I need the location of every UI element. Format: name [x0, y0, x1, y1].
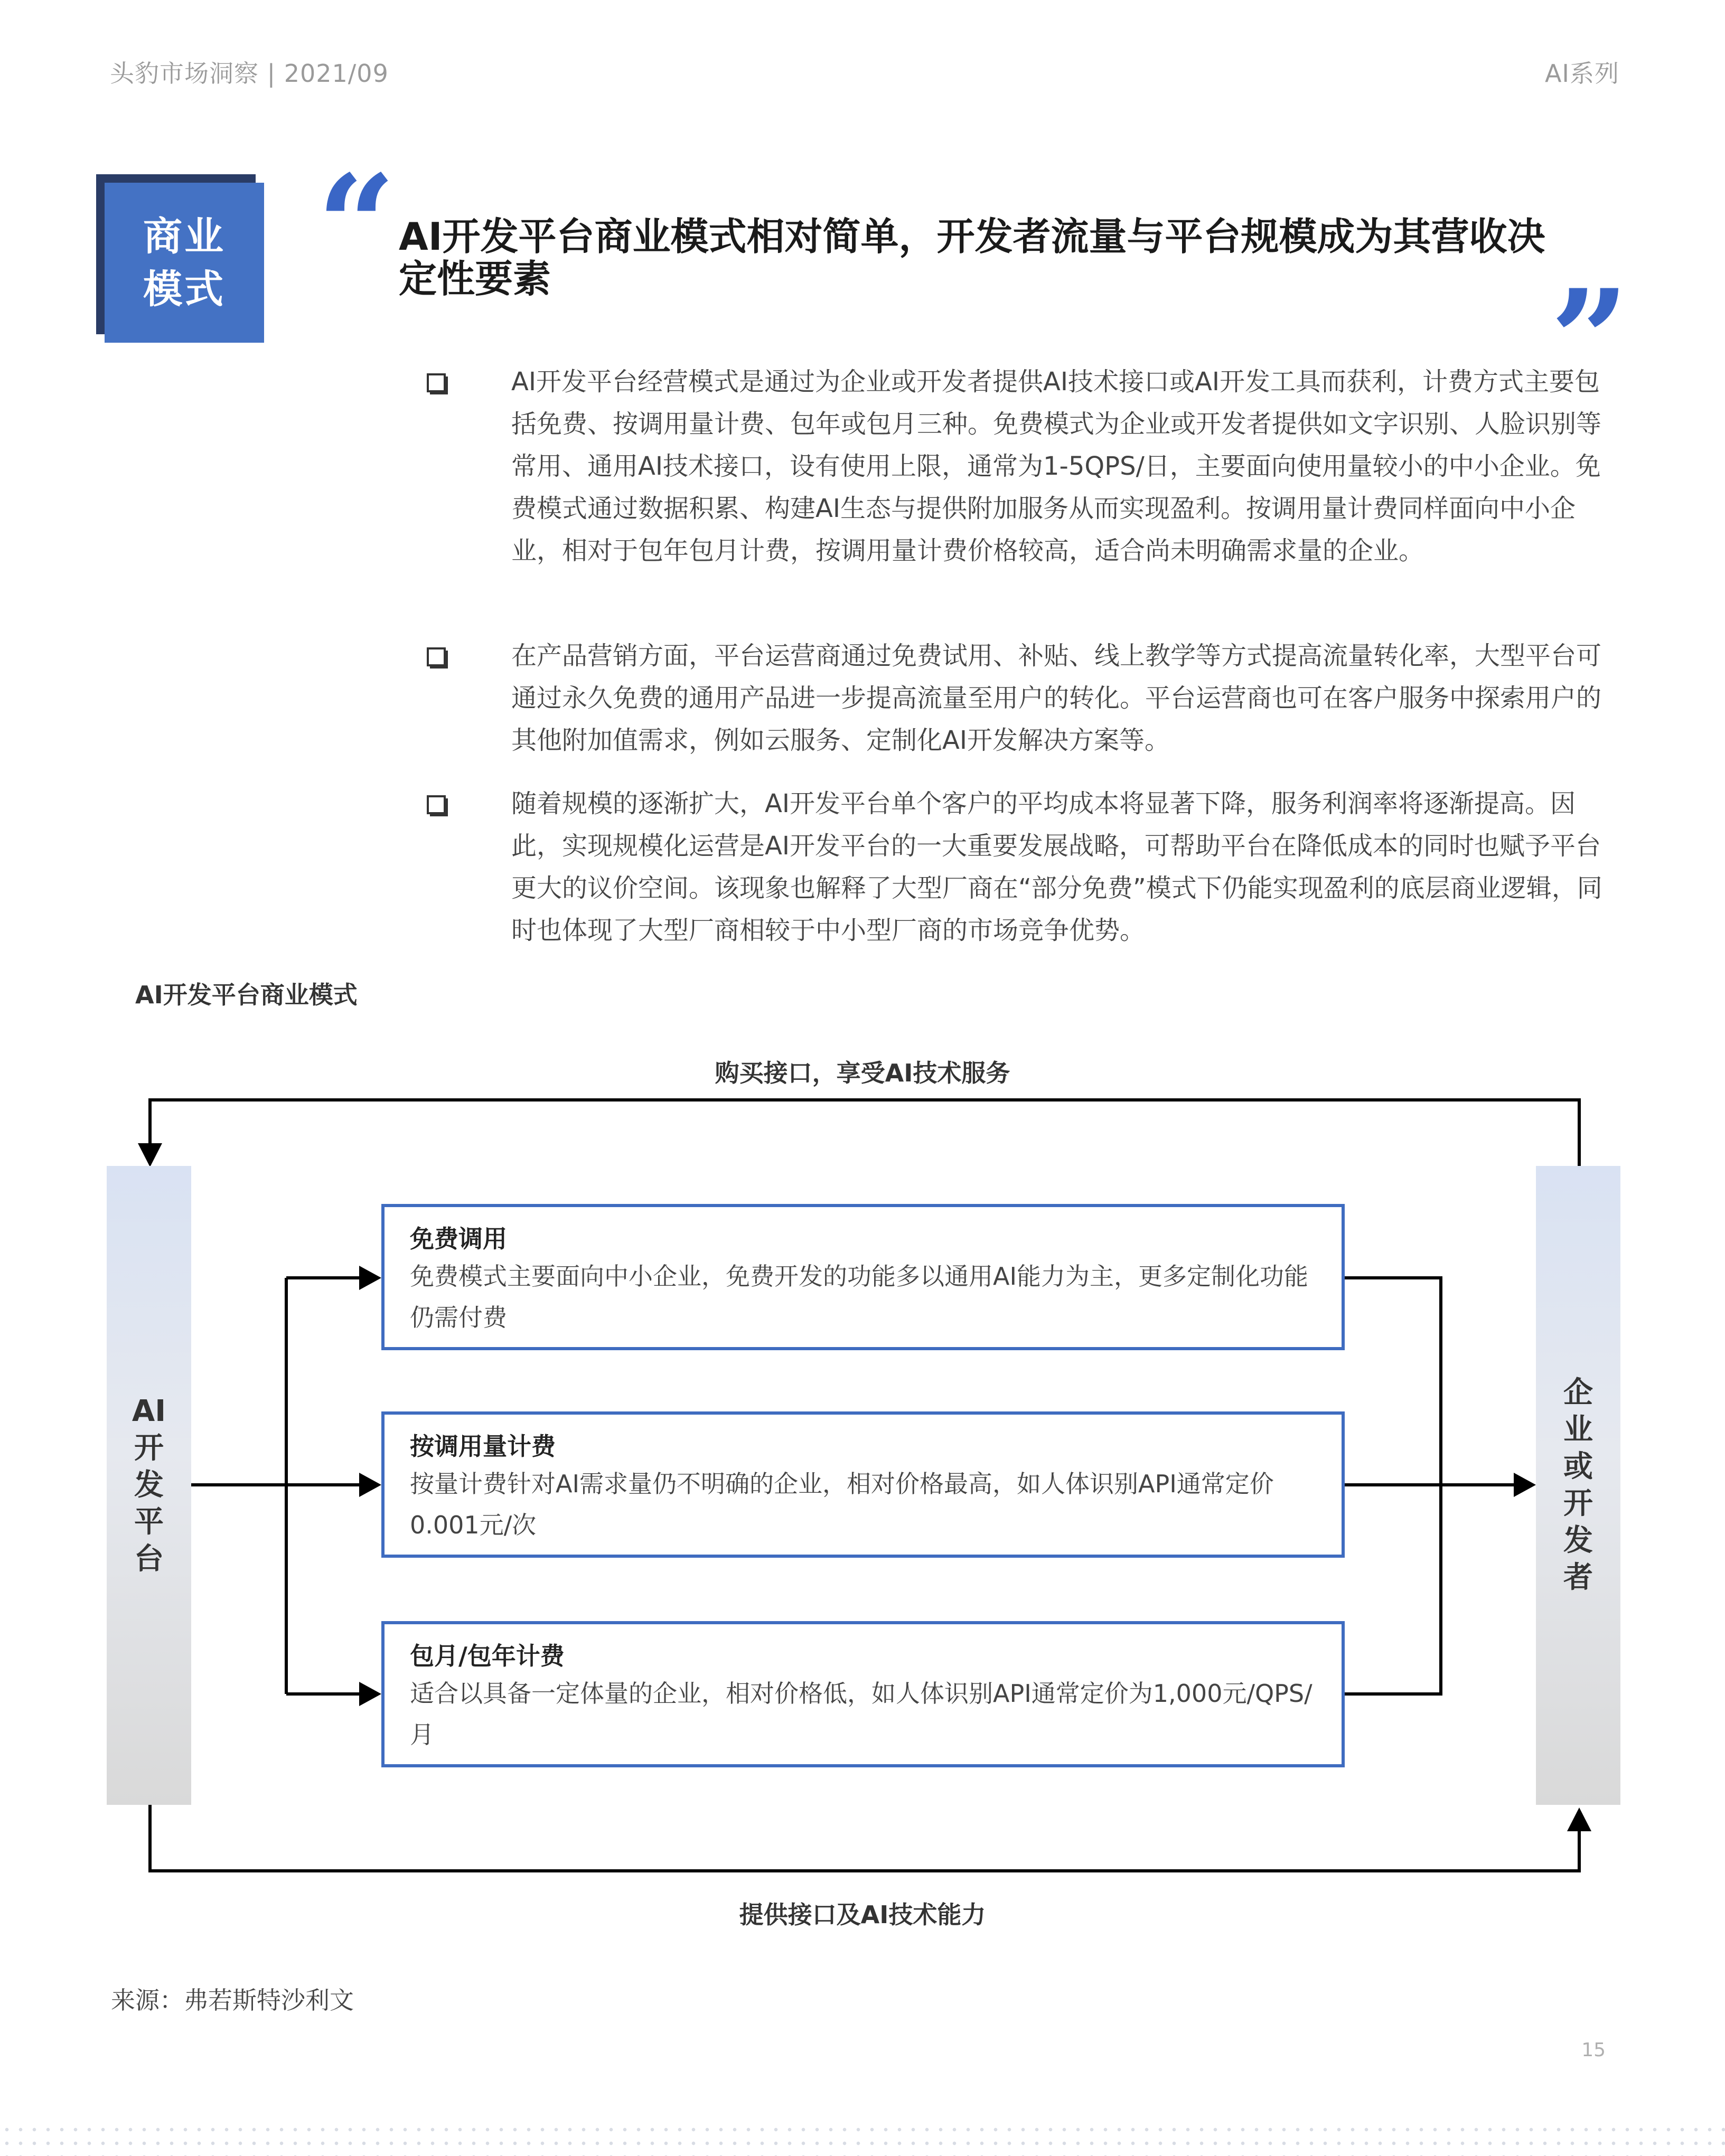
page-title: AI开发平台商业模式相对简单，开发者流量与平台规模成为其营收决定性要素 [399, 214, 1545, 301]
arrow-head-box3 [359, 1682, 381, 1706]
checkbox-bullet-icon [427, 373, 446, 392]
report-series-label: AI系列 [1544, 59, 1619, 88]
bullet-paragraph [511, 361, 1615, 572]
bullet-paragraph [511, 783, 1615, 952]
bullet-text: 随着规模的逐渐扩大，AI开发平台单个客户的平均成本将显著下降，服务利润率将逐渐提高。因此，实现规模化运营是AI开发平台的一大重要发展战略，可帮助平台在降低成本的同时也赋予平台更大的议价空间。该现象也解释了大型厂商在“部分免费”模式下仍能实现盈利的底层商业逻辑，同时也体现了大型厂商相较于中小型厂商的市场竞争优势。 [511, 789, 1602, 945]
enterprise-developer-label: 企 业 或 开 发 者 [1563, 1376, 1593, 1595]
right-top-line [1345, 1278, 1441, 1694]
page-number: 15 [1581, 2039, 1606, 2061]
arrow-head-bottom [1567, 1807, 1591, 1831]
model-title: 免费调用 [410, 1225, 507, 1253]
checkbox-bullet-icon [427, 647, 446, 666]
source-note: 来源：弗若斯特沙利文 [111, 1986, 354, 2014]
bullet-paragraph [511, 635, 1615, 761]
bullet-text: AI开发平台经营模式是通过为企业或开发者提供AI技术接口或AI开发工具而获利，计费方式主要包括免费、按调用量计费、包年或包月三种。免费模式为企业或开发者提供如文字识别、人脸识别等常用、通用AI技术接口，设有使用上限，通常为1-5QPS/日，主要面向使用量较小的中小企业。免费模式通过数据积累、构建AI生态与提供附加服务从而实现盈利。按调用量计费同样面向中小企业，相对于包年包月计费，按调用量计费价格较高，适合尚未明确需求量的企业。 [511, 367, 1602, 566]
enterprise-developer-column [1536, 1166, 1620, 1805]
top-loop-line [150, 1100, 1579, 1166]
checkbox-bullet-icon [427, 795, 446, 814]
bottom-loop-line [150, 1805, 1579, 1871]
figure-caption: AI开发平台商业模式 [135, 981, 358, 1009]
ai-platform-column [107, 1166, 191, 1805]
section-tag-line2: 模式 [143, 267, 226, 312]
section-tag [105, 183, 264, 343]
model-box-subscription [381, 1621, 1345, 1767]
arrow-head-box1 [359, 1266, 381, 1290]
top-flow-label: 购买接口，享受AI技术服务 [715, 1059, 1010, 1087]
model-title: 按调用量计费 [410, 1432, 556, 1461]
model-description: 适合以具备一定体量的企业，相对价格低，如人体识别API通常定价为1,000元/QPS/月 [410, 1679, 1312, 1749]
model-box-pay-per-call [381, 1411, 1345, 1558]
open-quote-icon: “ [317, 145, 396, 306]
arrow-head-top [138, 1143, 162, 1167]
bottom-flow-label: 提供接口及AI技术能力 [739, 1900, 986, 1929]
model-box-free [381, 1204, 1345, 1350]
bullet-text: 在产品营销方面，平台运营商通过免费试用、补贴、线上教学等方式提高流量转化率，大型平台可通过永久免费的通用产品进一步提高流量至用户的转化。平台运营商也可在客户服务中探索用户的其他附加值需求，例如云服务、定制化AI开发解决方案等。 [511, 641, 1602, 755]
ai-platform-label: AI 开 发 平 台 [132, 1394, 166, 1576]
arrow-head-box2 [359, 1473, 381, 1497]
model-description: 按量计费针对AI需求量仍不明确的企业，相对价格最高，如人体识别API通常定价0.001元/次 [410, 1470, 1274, 1539]
close-quote-icon: ” [1550, 260, 1629, 421]
section-tag-line1: 商业 [143, 214, 226, 259]
model-title: 包月/包年计费 [410, 1642, 565, 1670]
footer-dot-pattern [0, 2123, 1725, 2156]
report-header-left: 头豹市场洞察 | 2021/09 [110, 59, 389, 88]
model-description: 免费模式主要面向中小企业，免费开发的功能多以通用AI能力为主，更多定制化功能仍需付费 [410, 1262, 1309, 1332]
arrow-head-right [1514, 1473, 1536, 1497]
